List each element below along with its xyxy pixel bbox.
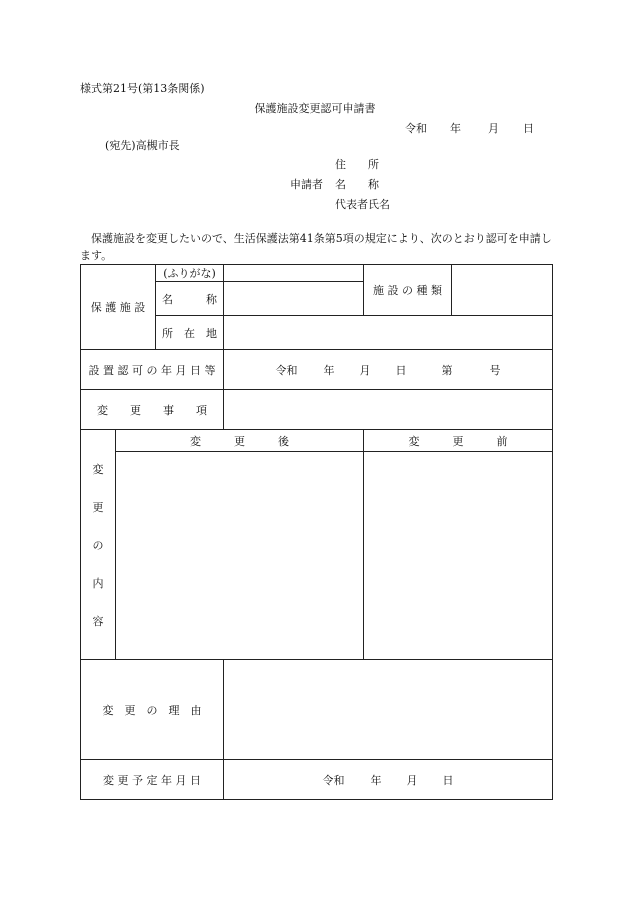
planned-day: 日 <box>442 773 454 787</box>
approval-day: 日 <box>395 363 407 377</box>
location-label-cell <box>156 316 224 350</box>
facility-label-cell <box>81 265 156 350</box>
before-content-field[interactable] <box>364 452 553 660</box>
location-label: 所 在 地 <box>162 326 217 340</box>
planned-month: 月 <box>406 773 418 787</box>
after-label-cell <box>116 430 364 452</box>
application-table <box>80 264 553 800</box>
facility-type-field[interactable] <box>452 265 553 316</box>
change-content-char: 更 <box>92 500 104 514</box>
applicant-label: 申請者 <box>290 178 323 191</box>
facility-type-label: 施 設 の 種 類 <box>373 284 442 297</box>
name-label: 名 称 <box>162 292 217 306</box>
facility-type-label-cell <box>364 265 452 316</box>
planned-year: 年 <box>370 773 382 787</box>
location-field[interactable] <box>224 316 553 350</box>
planned-date-field[interactable] <box>224 760 553 800</box>
applicant-name-label: 名 称 <box>335 178 379 191</box>
form-number: 様式第21号(第13条関係) <box>80 82 205 95</box>
change-item-label: 変 更 事 項 <box>97 403 207 417</box>
approval-month: 月 <box>359 363 371 377</box>
furigana-label: (ふりがな) <box>163 267 216 280</box>
addressee: (宛先)高槻市長 <box>105 139 180 152</box>
change-item-label-cell <box>81 390 224 430</box>
planned-era: 令和 <box>322 773 345 787</box>
approval-no-suffix: 号 <box>489 363 501 377</box>
furigana-label-cell <box>156 265 224 282</box>
change-content-char: 変 <box>92 462 104 476</box>
planned-date-label: 変 更 予 定 年 月 日 <box>103 773 201 787</box>
address-label: 住 所 <box>335 158 379 171</box>
approval-year: 年 <box>323 363 335 377</box>
header-date <box>405 120 534 136</box>
applicant-block <box>290 155 390 215</box>
facility-label: 保 護 施 設 <box>90 301 146 314</box>
approval-date-label-cell <box>81 350 224 390</box>
change-content-char: 容 <box>92 614 104 628</box>
document-title: 保護施設変更認可申請書 <box>254 102 376 115</box>
change-item-field[interactable] <box>224 390 553 430</box>
before-label: 変 更 前 <box>408 434 508 448</box>
change-content-char: 内 <box>92 576 104 590</box>
reason-label: 変 更 の 理 由 <box>102 703 202 717</box>
after-label: 変 更 後 <box>190 434 289 448</box>
date-era: 令和 <box>405 122 427 135</box>
name-label-cell <box>156 282 224 316</box>
after-content-field[interactable] <box>116 452 364 660</box>
date-month: 月 <box>488 122 499 135</box>
body-text: 保護施設を変更したいので、生活保護法第41条第5項の規定により、次のとおり認可を申請します。 <box>80 232 552 262</box>
before-label-cell <box>364 430 553 452</box>
furigana-field[interactable] <box>224 265 364 282</box>
approval-era: 令和 <box>275 363 298 377</box>
approval-date-label: 設 置 認 可 の 年 月 日 等 <box>88 363 216 377</box>
change-content-char: の <box>92 538 104 552</box>
date-year: 年 <box>450 122 461 135</box>
reason-label-cell <box>81 660 224 760</box>
reason-field[interactable] <box>224 660 553 760</box>
approval-no-prefix: 第 <box>441 363 453 377</box>
approval-date-field[interactable] <box>224 350 553 390</box>
change-content-label-cell <box>81 430 116 660</box>
representative-label: 代表者氏名 <box>335 198 390 211</box>
planned-date-label-cell <box>81 760 224 800</box>
name-field[interactable] <box>224 282 364 316</box>
date-day: 日 <box>523 122 534 135</box>
